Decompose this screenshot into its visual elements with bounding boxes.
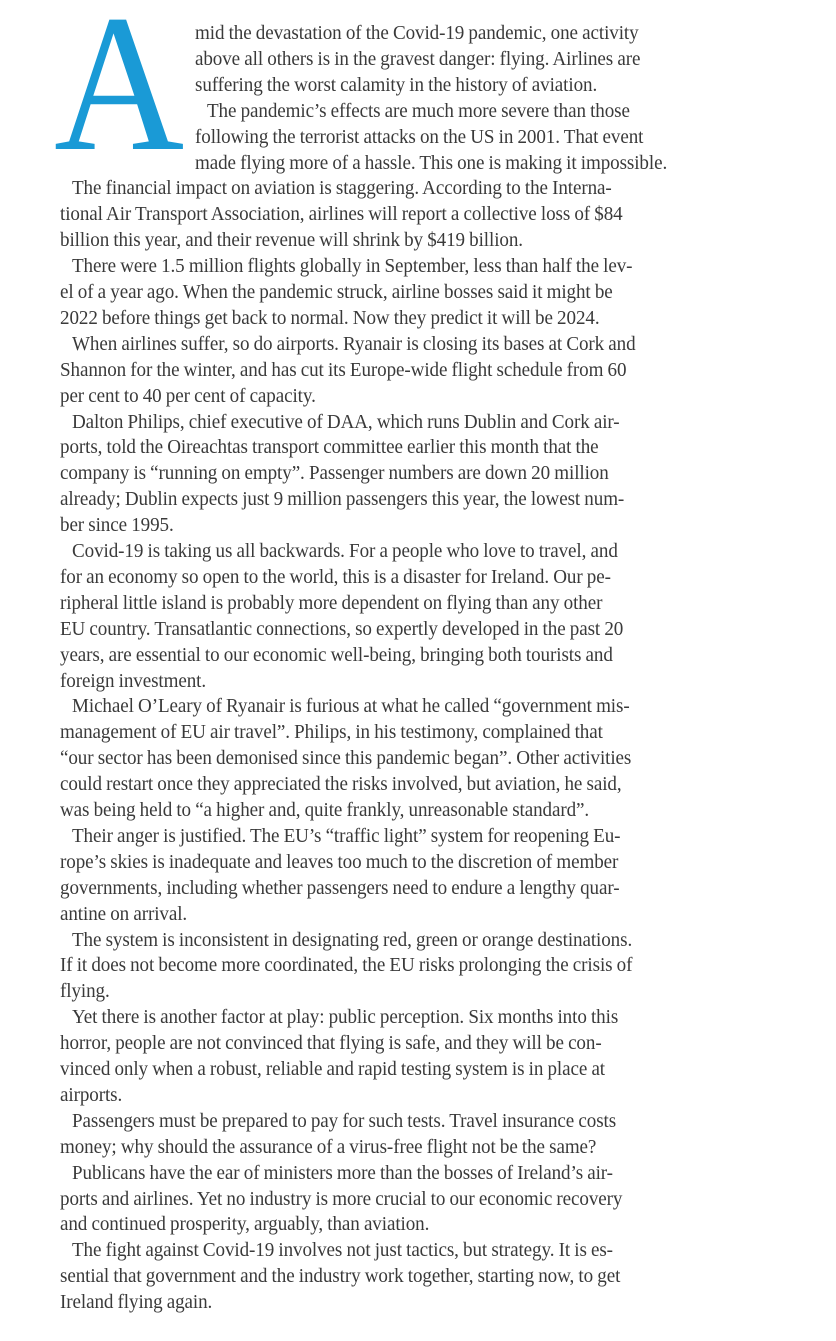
text-line: and continued prosperity, arguably, than aviation. bbox=[60, 1213, 430, 1236]
text-line: Covid-19 is taking us all backwards. For a people who love to travel, and bbox=[72, 540, 618, 562]
text-line: Michael O’Leary of Ryanair is furious at what he called “government mis- bbox=[72, 695, 630, 718]
text-line: If it does not become more coordinated, the EU risks prolonging the crisis of bbox=[60, 954, 633, 977]
text-line: vinced only when a robust, reliable and rapid testing system is in place at bbox=[60, 1058, 606, 1080]
text-line: could restart once they appreciated the risks involved, but aviation, he said, bbox=[60, 773, 622, 796]
text-line: “our sector has been demonised since this pandemic began”. Other activities bbox=[60, 747, 632, 770]
text-line: Dalton Philips, chief executive of DAA, which runs Dublin and Cork air- bbox=[72, 410, 620, 433]
text-line: suffering the worst calamity in the history of aviation. bbox=[195, 73, 598, 96]
text-line: rope’s skies is inadequate and leaves too much to the discretion of member bbox=[60, 850, 619, 873]
text-line: The financial impact on aviation is staggering. According to the Interna- bbox=[72, 177, 612, 200]
text-line: company is “running on empty”. Passenger numbers are down 20 million bbox=[60, 462, 609, 485]
text-line: already; Dublin expects just 9 million passengers this year, the lowest num- bbox=[60, 488, 625, 511]
text-line: Their anger is justified. The EU’s “traffic light” system for reopening Eu- bbox=[72, 824, 621, 847]
text-line: following the terrorist attacks on the US in 2001. That event bbox=[195, 125, 644, 148]
text-line: ber since 1995. bbox=[60, 514, 174, 537]
text-line: Passengers must be prepared to pay for such tests. Travel insurance costs bbox=[72, 1109, 617, 1132]
text-line: The fight against Covid-19 involves not just tactics, but strategy. It is es- bbox=[72, 1239, 613, 1262]
text-line: governments, including whether passengers need to endure a lengthy quar- bbox=[60, 876, 620, 899]
text-line: When airlines suffer, so do airports. Ryanair is closing its bases at Cork and bbox=[72, 332, 636, 355]
text-line: Publicans have the ear of ministers more than the bosses of Ireland’s air- bbox=[72, 1161, 613, 1184]
text-line: Ireland flying again. bbox=[60, 1291, 213, 1314]
text-line: airports. bbox=[60, 1083, 123, 1106]
text-line: mid the devastation of the Covid-19 pandemic, one activity bbox=[195, 22, 639, 44]
text-line: The system is inconsistent in designating red, green or orange destinations. bbox=[72, 928, 633, 951]
text-line: money; why should the assurance of a virus-free flight not be the same? bbox=[60, 1135, 597, 1158]
text-line: ports and airlines. Yet no industry is more crucial to our economic recovery bbox=[60, 1187, 623, 1210]
text-line: flying. bbox=[60, 980, 110, 1003]
text-line: was being held to “a higher and, quite frankly, unreasonable standard”. bbox=[60, 799, 590, 821]
text-line: for an economy so open to the world, this is a disaster for Ireland. Our pe- bbox=[60, 565, 611, 588]
text-line: foreign investment. bbox=[60, 669, 207, 692]
text-line: 2022 before things get back to normal. Now they predict it will be 2024. bbox=[60, 306, 600, 329]
text-line: tional Air Transport Association, airlines will report a collective loss of $84 bbox=[60, 203, 623, 226]
text-line: EU country. Transatlantic connections, so expertly developed in the past 20 bbox=[60, 617, 624, 640]
text-line: per cent to 40 per cent of capacity. bbox=[60, 384, 316, 407]
text-line: horror, people are not convinced that flying is safe, and they will be con- bbox=[60, 1032, 602, 1055]
text-line: antine on arrival. bbox=[60, 902, 188, 925]
text-line: management of EU air travel”. Philips, in his testimony, complained that bbox=[60, 721, 603, 744]
text-line: el of a year ago. When the pandemic struck, airline bosses said it might be bbox=[60, 281, 613, 303]
text-line: Yet there is another factor at play: public perception. Six months into this bbox=[72, 1006, 619, 1029]
drop-cap-letter: A bbox=[54, 0, 185, 192]
text-line: There were 1.5 million flights globally in September, less than half the lev- bbox=[72, 255, 633, 278]
text-line: made flying more of a hassle. This one is making it impossible. bbox=[195, 151, 668, 174]
text-line: ripheral little island is probably more dependent on flying than any other bbox=[60, 591, 603, 614]
text-line: The pandemic’s effects are much more severe than those bbox=[207, 99, 630, 122]
text-line: above all others is in the gravest danger: flying. Airlines are bbox=[195, 47, 641, 70]
text-line: ports, told the Oireachtas transport committee earlier this month that the bbox=[60, 436, 599, 459]
text-line: billion this year, and their revenue will shrink by $419 billion. bbox=[60, 229, 523, 252]
text-line: Shannon for the winter, and has cut its Europe-wide flight schedule from 60 bbox=[60, 358, 627, 381]
text-line: years, are essential to our economic well-being, bringing both tourists and bbox=[60, 643, 613, 666]
text-line: sential that government and the industry work together, starting now, to get bbox=[60, 1265, 621, 1288]
